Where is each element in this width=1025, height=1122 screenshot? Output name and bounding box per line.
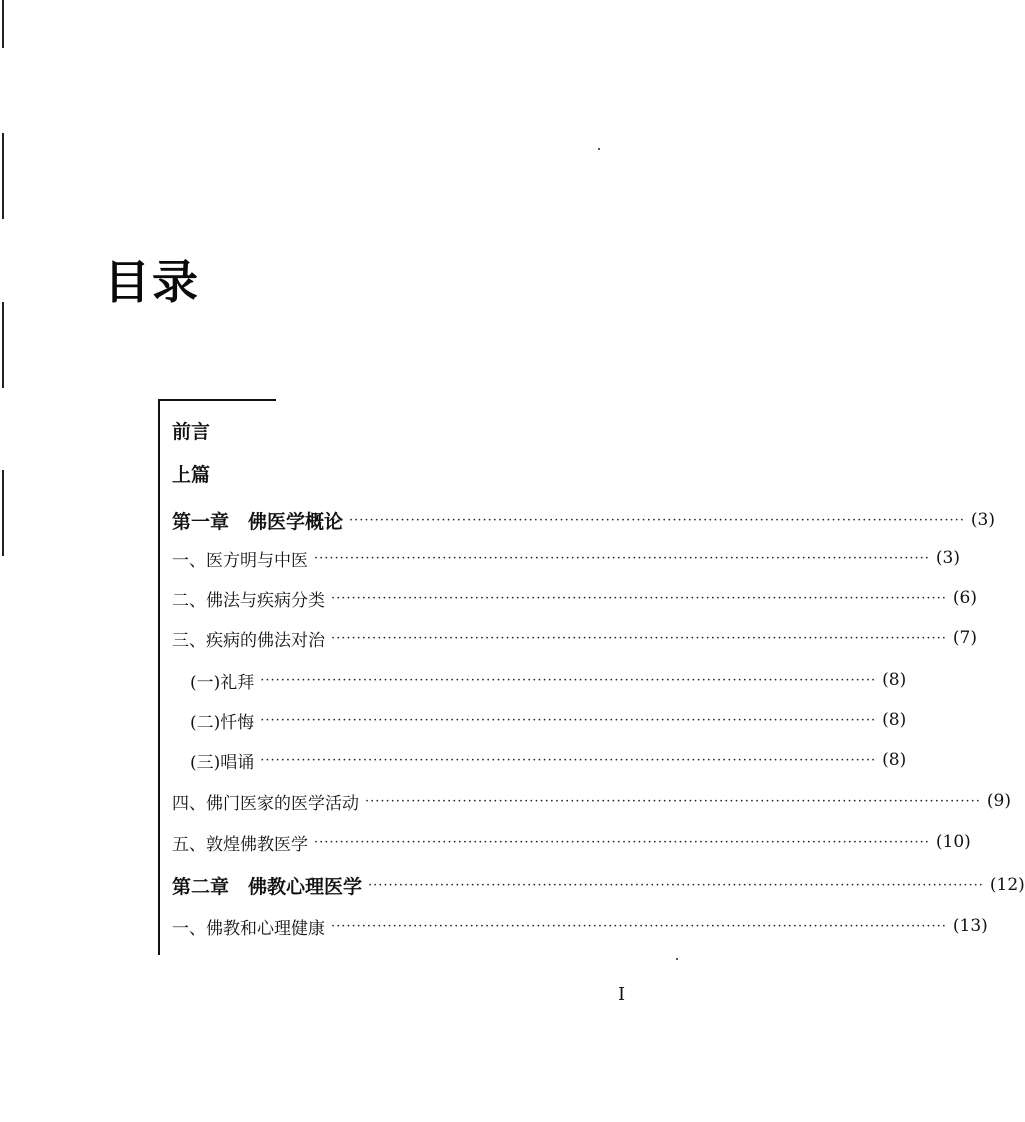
toc-entry-label: 前言 [172, 420, 211, 443]
toc-entry [172, 822, 971, 862]
toc-entry-label: 上篇 [172, 463, 211, 486]
toc-entry-label: 三、疾病的佛法对治 [172, 630, 325, 651]
scan-speck [676, 958, 678, 960]
toc-leader-dots: ························································································································ [260, 672, 877, 688]
toc-entry [172, 453, 584, 493]
toc-entry-label: 五、敦煌佛教医学 [172, 834, 308, 855]
toc-entry-label: 四、佛门医家的医学活动 [172, 793, 359, 814]
toc-leader-dots: ························································································································ [349, 512, 965, 528]
toc-entry-label: 一、医方明与中医 [172, 550, 308, 571]
scan-edge-line [2, 470, 4, 556]
toc-entry-page: (8) [882, 750, 907, 770]
toc-entry-label: (二)忏悔 [190, 712, 255, 733]
scan-edge-line [2, 133, 4, 219]
toc-entry-page: (12) [989, 875, 1025, 895]
toc-entry-page: (13) [952, 916, 988, 936]
toc-entry-label: 第一章 佛医学概论 [172, 510, 344, 533]
toc-entry-label: (三)唱诵 [190, 752, 255, 773]
toc-entry-page: (8) [882, 670, 907, 690]
page-title: 目录 [104, 255, 200, 309]
toc-entry [172, 660, 907, 700]
toc-leader-dots: ························································································································ [314, 834, 930, 850]
toc-top-rule [158, 399, 276, 401]
toc-leader-dots: ························································································································ [365, 793, 981, 809]
toc-entry [172, 740, 907, 780]
toc-entry-page: (3) [935, 548, 960, 568]
toc-entry-page: (9) [986, 791, 1011, 811]
toc-left-rule [158, 399, 160, 955]
toc-entry [172, 578, 977, 618]
toc-entry [172, 781, 1011, 821]
scan-edge-line [2, 302, 4, 388]
toc-entry-label: (一)礼拜 [190, 672, 255, 693]
toc-entry-label: 二、佛法与疾病分类 [172, 590, 325, 611]
toc-entry-page: (8) [882, 710, 907, 730]
toc-entry [172, 410, 584, 450]
toc-entry-page: (6) [952, 588, 977, 608]
toc-entry-page: (7) [952, 628, 977, 648]
toc-leader-dots: ························································································································ [260, 712, 877, 728]
toc-entry [172, 906, 988, 946]
toc-leader-dots: ························································································································ [260, 752, 877, 768]
scan-edge-line [2, 0, 4, 48]
toc-entry-page: (3) [970, 510, 995, 530]
toc-leader-dots: ························································································································ [368, 877, 984, 893]
toc-entry-label: 一、佛教和心理健康 [172, 918, 325, 939]
toc-entry [172, 618, 977, 658]
toc-leader-dots: ························································································································ [331, 590, 947, 606]
toc-entry [172, 865, 1025, 905]
toc-leader-dots: ························································································································ [331, 918, 947, 934]
toc-entry [172, 538, 960, 578]
toc-entry-label: 第二章 佛教心理医学 [172, 875, 363, 898]
page-number: I [618, 984, 626, 1005]
toc-entry-page: (10) [935, 832, 971, 852]
toc-leader-dots: ························································································································ [314, 550, 930, 566]
toc-leader-dots: ························································································································ [331, 630, 947, 646]
scan-speck [598, 148, 600, 150]
toc-entry [172, 500, 995, 540]
toc-entry [172, 700, 907, 740]
